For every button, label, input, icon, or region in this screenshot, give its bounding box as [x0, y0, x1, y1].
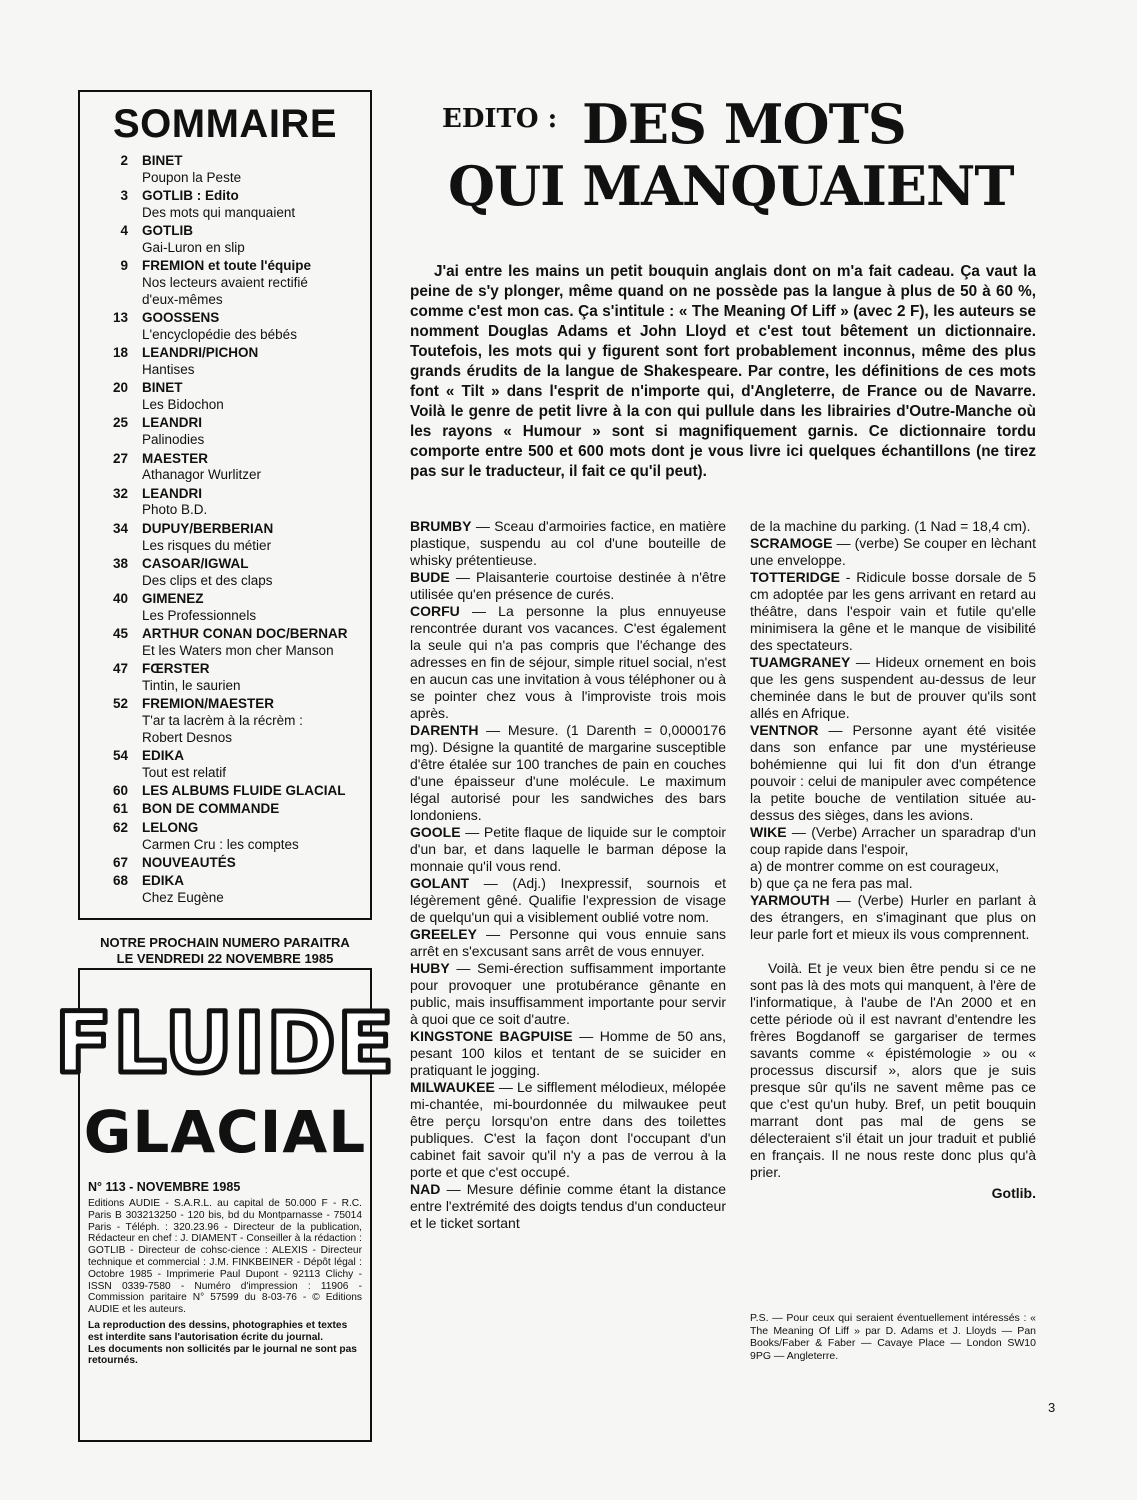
- toc-author: LES ALBUMS FLUIDE GLACIAL: [142, 783, 346, 799]
- issue-number: N° 113 - NOVEMBRE 1985: [88, 1180, 241, 1194]
- toc-title: Hantises: [142, 362, 195, 378]
- toc-page-number: 2: [120, 153, 128, 168]
- definition-term: MILWAUKEE: [410, 1079, 495, 1095]
- toc-author: GIMENEZ: [142, 590, 204, 606]
- definition-entry: [750, 875, 1036, 892]
- definition-text: — Petite flaque de liquide sur le comptoir d'un bar, et dans laquelle le barman dépose la monnaie qu'il vous rend.: [410, 824, 726, 874]
- page-number: 3: [1048, 1400, 1056, 1415]
- toc-author: BON DE COMMANDE: [142, 801, 280, 817]
- definition-text: — Homme de 50 ans, pesant 100 kilos et tentant de se suicider en pratiquant le jogging.: [410, 1028, 726, 1078]
- definition-entry: [750, 858, 1036, 875]
- sommaire-title: SOMMAIRE: [113, 102, 337, 146]
- toc-item: [90, 556, 362, 590]
- toc-author: LEANDRI: [142, 485, 202, 501]
- definition-entry: [750, 722, 1036, 824]
- toc-author: LEANDRI/PICHON: [142, 345, 259, 361]
- toc-item: [90, 873, 362, 907]
- definition-entry: [750, 824, 1036, 858]
- toc-page-number: 34: [112, 520, 128, 536]
- toc-page-number: 52: [112, 696, 128, 712]
- definition-term: SCRAMOGE: [750, 535, 833, 551]
- toc-title: Des mots qui manquaient: [142, 204, 296, 220]
- toc-page-number: 27: [112, 450, 128, 466]
- toc-item: [90, 451, 362, 485]
- fluide-glacial-logo: [54, 980, 396, 1168]
- toc-author: EDIKA: [142, 748, 185, 764]
- toc-item: [90, 801, 362, 818]
- edito-header: [442, 92, 1042, 222]
- toc-title: Nos lecteurs avaient rectifié d'eux-mêmes: [142, 275, 308, 307]
- definition-entry: [750, 892, 1036, 943]
- toc-title: Des clips et des claps: [142, 572, 273, 588]
- definition-text: — Personne qui vous ennuie sans arrêt en s'excusant sans arrêt de vous ennuyer.: [410, 926, 726, 959]
- definition-term: TOTTERIDGE: [750, 569, 840, 585]
- toc-title: Gai-Luron en slip: [142, 239, 245, 255]
- definition-entry: [410, 518, 726, 569]
- toc-item: [90, 783, 362, 800]
- toc-item: [90, 258, 362, 308]
- toc-item: [90, 153, 362, 187]
- table-of-contents: [80, 153, 370, 907]
- toc-title: Palinodies: [142, 432, 205, 448]
- reproduction-notice: La reproduction des dessins, photographies et textes est interdite sans l'autorisation écrite du journal.: [88, 1319, 348, 1343]
- definition-term: GOLANT: [410, 875, 470, 891]
- toc-page-number: 20: [112, 380, 128, 396]
- definition-text: — Personne ayant été visitée dans son enfance par une mystérieuse bohémienne qui lui fit don d'un étrange pouvoir : celui de manipuler avec compétence la petite bouche de ventilation située au-dessus des sièges, dans les avions.: [750, 722, 1036, 823]
- toc-title: L'encyclopédie des bébés: [142, 326, 297, 342]
- toc-page-number: 61: [112, 801, 128, 817]
- toc-author: ARTHUR CONAN DOC/BERNAR: [142, 626, 348, 642]
- toc-page-number: 4: [120, 223, 128, 239]
- toc-title: Tintin, le saurien: [142, 677, 241, 693]
- toc-page-number: 18: [112, 345, 128, 361]
- toc-author: LEANDRI: [142, 415, 202, 431]
- definition-text: - Ridicule bosse dorsale de 5 cm adoptée par les gens arrivant en retard au théâtre, dans l'espoir vain et futile qu'elle minimisera la gêne et le manque de visibilité des spectateurs.: [750, 569, 1036, 653]
- toc-author: FREMION et toute l'équipe: [142, 258, 311, 274]
- definition-term: VENTNOR: [750, 722, 819, 738]
- toc-item: [90, 310, 362, 344]
- definition-continuation: de la machine du parking. (1 Nad = 18,4 cm).: [750, 518, 1031, 534]
- toc-item: [90, 521, 362, 555]
- definition-text: — Sceau d'armoiries factice, en matière plastique, suspendu au col d'une bouteille de whisky prétentieuse.: [410, 518, 726, 568]
- definition-text: a) de montrer comme on est courageux,: [750, 858, 1000, 874]
- toc-page-number: 60: [112, 783, 128, 799]
- toc-author: BINET: [142, 153, 183, 168]
- definition-term: HUBY: [410, 960, 450, 976]
- definition-entry: [750, 654, 1036, 722]
- definition-term: NAD: [410, 1181, 441, 1197]
- definition-term: WIKE: [750, 824, 787, 840]
- definition-text: — Le sifflement mélodieux, mélopée mi-chantée, mi-bourdonnée du milwaukee peut être perçu lorsqu'on entre dans des toilettes publiques. C'est la façon dont l'occupant d'un cabinet fait savoir qu'il n'y a pas de verrou à la porte et que c'est occupé.: [410, 1079, 726, 1180]
- definition-entry: [410, 926, 726, 960]
- edito-label: EDITO :: [442, 104, 558, 134]
- definition-entry: [410, 569, 726, 603]
- definition-text: — (Verbe) Hurler en parlant à des étrangers, en s'imaginant que plus on leur parle fort et mieux ils vous comprennent.: [750, 892, 1036, 942]
- toc-title: Photo B.D.: [142, 502, 208, 518]
- toc-item: [90, 415, 362, 449]
- toc-page-number: 47: [112, 661, 128, 677]
- definition-text: — Hideux ornement en bois que les gens suspendent au-dessus de leur cheminée dans le but de prouver qu'ils sont allés en Afrique.: [750, 654, 1036, 721]
- definition-entry: [410, 603, 726, 722]
- toc-author: BINET: [142, 380, 183, 396]
- definition-term: YARMOUTH: [750, 892, 830, 908]
- publisher-credits: Editions AUDIE - S.A.R.L. au capital de 50.000 F - R.C. Paris B 303213250 - 120 bis, bd du Montparnasse - 75014 Paris - Téléph. : 320.23.96 - Directeur de la publication, Rédacteur en chef : J. DIAMENT - Conseiller à la rédaction : GOTLIB - Directeur de cohsc-cience : ALEXIS - Directeur technique et commercial : J.M. FINKBEINER - Dépôt légal : Octobre 1985 - Imprimerie Paul Dupont - 92113 Clichy - ISSN 0339-7580 - Numéro d'impression : 11906 - Commission paritaire N° 57599 du 8-03-76 - © Editions AUDIE et les auteurs.: [88, 1198, 362, 1316]
- definition-text: — (Verbe) Arracher un sparadrap d'un coup rapide dans l'espoir,: [750, 824, 1036, 857]
- definition-entry: [410, 722, 726, 824]
- toc-title: T'ar ta lacrèm à la récrèm : Robert Desnos: [142, 713, 303, 745]
- definition-term: DARENTH: [410, 722, 479, 738]
- definition-text: — Mesure définie comme étant la distance entre l'extrémité des doigts tendus d'un conducteur et le ticket sortant: [410, 1181, 726, 1231]
- edito-title-line1: DES MOTS: [582, 92, 906, 156]
- toc-page-number: 38: [112, 555, 128, 571]
- signature: Gotlib.: [991, 1185, 1036, 1201]
- definition-entry: [410, 1028, 726, 1079]
- postscript: P.S. — Pour ceux qui seraient éventuellement intéressés : « The Meaning Of Liff » par D. Adams et J. Lloyds — Pan Books/Faber & Faber — Cavaye Place — London SW10 9PG — Angleterre.: [750, 1312, 1036, 1362]
- documents-notice: Les documents non sollicités par le journal ne sont pas retournés.: [88, 1343, 357, 1367]
- toc-page-number: 40: [112, 590, 128, 606]
- edito-title-line2: QUI MANQUAIENT: [448, 154, 1014, 218]
- toc-item: [90, 223, 362, 257]
- toc-author: MAESTER: [142, 450, 209, 466]
- definitions-column-2: [750, 518, 1036, 1202]
- definition-text: — Mesure. (1 Darenth = 0,0000176 mg). Désigne la quantité de margarine susceptible d'être étalée sur 100 tranches de pain en couches d'une épaisseur d'une molécule. Le maximum légal autorisé pour les sandwiches des bars londoniens.: [410, 722, 726, 823]
- definition-entry: [750, 569, 1036, 654]
- toc-item: [90, 855, 362, 872]
- definition-term: CORFU: [410, 603, 460, 619]
- toc-page-number: 54: [112, 748, 128, 764]
- definition-text: — (Adj.) Inexpressif, sournois et légèrement gêné. Qualifie l'expression de visage de quelqu'un qui a visiblement oublié votre nom.: [410, 875, 726, 925]
- definition-entry: [750, 535, 1036, 569]
- toc-title: Athanagor Wurlitzer: [142, 467, 262, 483]
- toc-author: GOTLIB : Edito: [142, 188, 239, 204]
- definition-text: — La personne la plus ennuyeuse rencontrée durant vos vacances. C'est également la seule qui n'a pas compris que l'échange des adresses en fin de séjour, simple rituel social, n'est en aucun cas une invitation à vous téléphoner ou à se pointer chez vous à l'improviste trois mois après.: [410, 603, 727, 721]
- toc-author: NOUVEAUTÉS: [142, 854, 236, 870]
- toc-author: GOOSSENS: [142, 310, 220, 326]
- intro-paragraph: J'ai entre les mains un petit bouquin anglais dont on m'a fait cadeau. Ça vaut la peine de s'y plonger, même quand on ne possède pas la langue à plus de 50 à 60 %, comme c'est mon cas. Ça s'intitule : « The Meaning Of Liff » (avec 2 F), les auteurs se nomment Douglas Adams et John Lloyd et c'est tout bêtement un dictionnaire. Toutefois, les mots qui y figurent sont fort probablement inconnus, même des plus grands érudits de la langue de Shakespeare. Par contre, les définitions de ces mots font « Tilt » dans l'esprit de n'importe qui, d'Angleterre, de France ou de Navarre. Voilà le genre de petit livre à la con qui pullule dans les librairies d'Outre-Manche où les rayons « Humour » sont si magnifiquement garnis. Ce dictionnaire tordu comporte entre 500 et 600 mots dont je vous livre ici quelques échantillons (ne tirez pas sur le traducteur, il fait ce qu'il peut).: [410, 263, 1036, 480]
- toc-page-number: 32: [112, 485, 128, 501]
- definition-text: — (verbe) Se couper en lèchant une enveloppe.: [750, 535, 1036, 568]
- toc-title: Et les Waters mon cher Manson: [142, 642, 334, 658]
- toc-page-number: 25: [112, 415, 128, 431]
- definition-entry: [410, 875, 726, 926]
- toc-author: EDIKA: [142, 873, 185, 889]
- toc-page-number: 67: [112, 854, 128, 870]
- definition-text: b) que ça ne fera pas mal.: [750, 875, 913, 891]
- definition-term: BRUMBY: [410, 518, 472, 534]
- definition-term: BUDE: [410, 569, 450, 585]
- toc-title: Chez Eugène: [142, 889, 224, 905]
- toc-title: Carmen Cru : les comptes: [142, 836, 299, 852]
- toc-page-number: 45: [112, 626, 128, 642]
- toc-item: [90, 188, 362, 222]
- toc-item: [90, 748, 362, 782]
- definitions-column-1: [410, 518, 726, 1232]
- toc-title: Les Professionnels: [142, 607, 257, 623]
- toc-page-number: 3: [120, 188, 128, 204]
- definition-entry: [410, 960, 726, 1028]
- next-issue-line2: LE VENDREDI 22 NOVEMBRE 1985: [116, 950, 334, 966]
- definition-entry: [410, 824, 726, 875]
- definition-term: KINGSTONE BAGPUISE: [410, 1028, 573, 1044]
- closing-paragraph: Voilà. Et je veux bien être pendu si ce ne sont pas là des mots qui manquent, à l'ère de l'informatique, à l'aube de l'An 2000 et en cette période où il est navrant d'entendre les frères Bogdanoff se gargariser de termes savants comme « épistémologie » ou « processus discursif », alors que je suis presque sûr qu'ils ne savent même pas ce que c'est qu'un huby. Bref, un petit bouquin marrant dont pas mal de gens se délecteraient s'il était un jour traduit et publié en français. Il ne nous reste donc plus qu'à prier.: [750, 960, 1036, 1180]
- definition-term: GOOLE: [410, 824, 461, 840]
- toc-title: Les Bidochon: [142, 397, 224, 413]
- toc-item: [90, 626, 362, 660]
- toc-page-number: 68: [112, 873, 128, 889]
- logo-line1: FLUIDE: [54, 994, 396, 1092]
- toc-author: FREMION/MAESTER: [142, 696, 275, 712]
- next-issue-notice: [78, 935, 372, 966]
- toc-author: FŒRSTER: [142, 661, 210, 677]
- toc-item: [90, 345, 362, 379]
- toc-author: CASOAR/IGWAL: [142, 555, 249, 571]
- toc-item: [90, 661, 362, 695]
- toc-title: Les risques du métier: [142, 537, 272, 553]
- toc-author: LELONG: [142, 819, 199, 835]
- definition-text: — Plaisanterie courtoise destinée à n'être utilisée qu'en présence de curés.: [410, 569, 726, 602]
- toc-author: GOTLIB: [142, 223, 193, 239]
- toc-page-number: 13: [112, 310, 128, 326]
- toc-page-number: 62: [112, 819, 128, 835]
- definition-term: TUAMGRANEY: [750, 654, 851, 670]
- definition-entry: [410, 1181, 726, 1232]
- toc-item: [90, 696, 362, 746]
- toc-title: Poupon la Peste: [142, 169, 242, 185]
- toc-page-number: 9: [120, 258, 128, 274]
- masthead-box: [54, 968, 396, 1442]
- definition-text: — Semi-érection suffisamment importante pour provoquer une protubérance gênante en public, mais insuffisamment importante pour servir à quoi que ce soit d'autre.: [410, 960, 726, 1027]
- toc-title: Tout est relatif: [142, 764, 227, 780]
- toc-item: [90, 820, 362, 854]
- sommaire-box: [78, 90, 372, 920]
- definitions-list-2: [750, 535, 1036, 943]
- definition-entry: [410, 1079, 726, 1181]
- next-issue-line1: NOTRE PROCHAIN NUMERO PARAITRA: [100, 935, 350, 950]
- toc-item: [90, 591, 362, 625]
- definition-term: GREELEY: [410, 926, 477, 942]
- toc-item: [90, 380, 362, 414]
- logo-line2: GLACIAL: [83, 1098, 367, 1166]
- toc-author: DUPUY/BERBERIAN: [142, 520, 274, 536]
- toc-item: [90, 486, 362, 520]
